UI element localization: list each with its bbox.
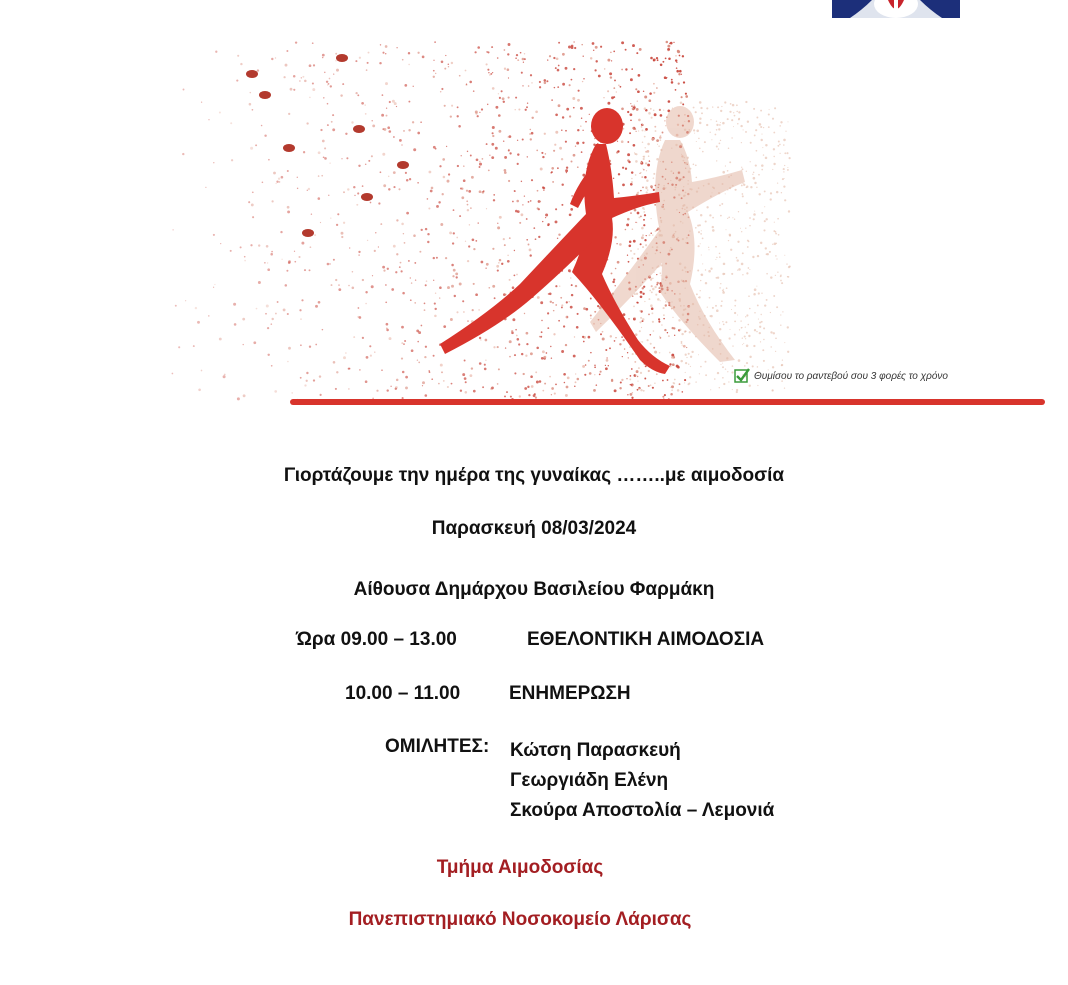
logo (832, 0, 960, 18)
event-venue: Αίθουσα Δημάρχου Βασιλείου Φαρμάκη (353, 579, 715, 600)
runner-banner-illustration (160, 22, 1050, 414)
speakers-list (510, 736, 774, 826)
checkmark-icon (734, 368, 750, 384)
schedule-activity-2: ΕΝΗΜΕΡΩΣΗ (509, 683, 631, 704)
organizer-department: Τμήμα Αιμοδοσίας (436, 857, 604, 878)
event-date: Παρασκευή 08/03/2024 (431, 518, 637, 539)
ghost-runner-silhouette (590, 106, 745, 362)
schedule-activity-1: ΕΘΕΛΟΝΤΙΚΗ ΑΙΜΟΔΟΣΙΑ (527, 629, 765, 650)
reminder-note (734, 368, 948, 384)
event-headline: Γιορτάζουμε την ημέρα της γυναίκας ……..με αιμοδοσία (283, 465, 785, 486)
reminder-text: Θυμίσου το ραντεβού σου 3 φορές το χρόνο (754, 370, 948, 382)
schedule-time-1: Ώρα 09.00 – 13.00 (296, 629, 457, 650)
speaker-name: Σκούρα Αποστολία – Λεμονιά (510, 800, 775, 821)
schedule-time-2: 10.00 – 11.00 (345, 683, 461, 704)
speaker-name: Κώτση Παρασκευή (510, 740, 681, 761)
speaker-name: Γεωργιάδη Ελένη (510, 770, 669, 791)
speakers-label: ΟΜΙΛΗΤΕΣ: (385, 736, 490, 757)
divider-line (290, 399, 1045, 405)
organizer-hospital: Πανεπιστημιακό Νοσοκομείο Λάρισας (348, 909, 692, 930)
